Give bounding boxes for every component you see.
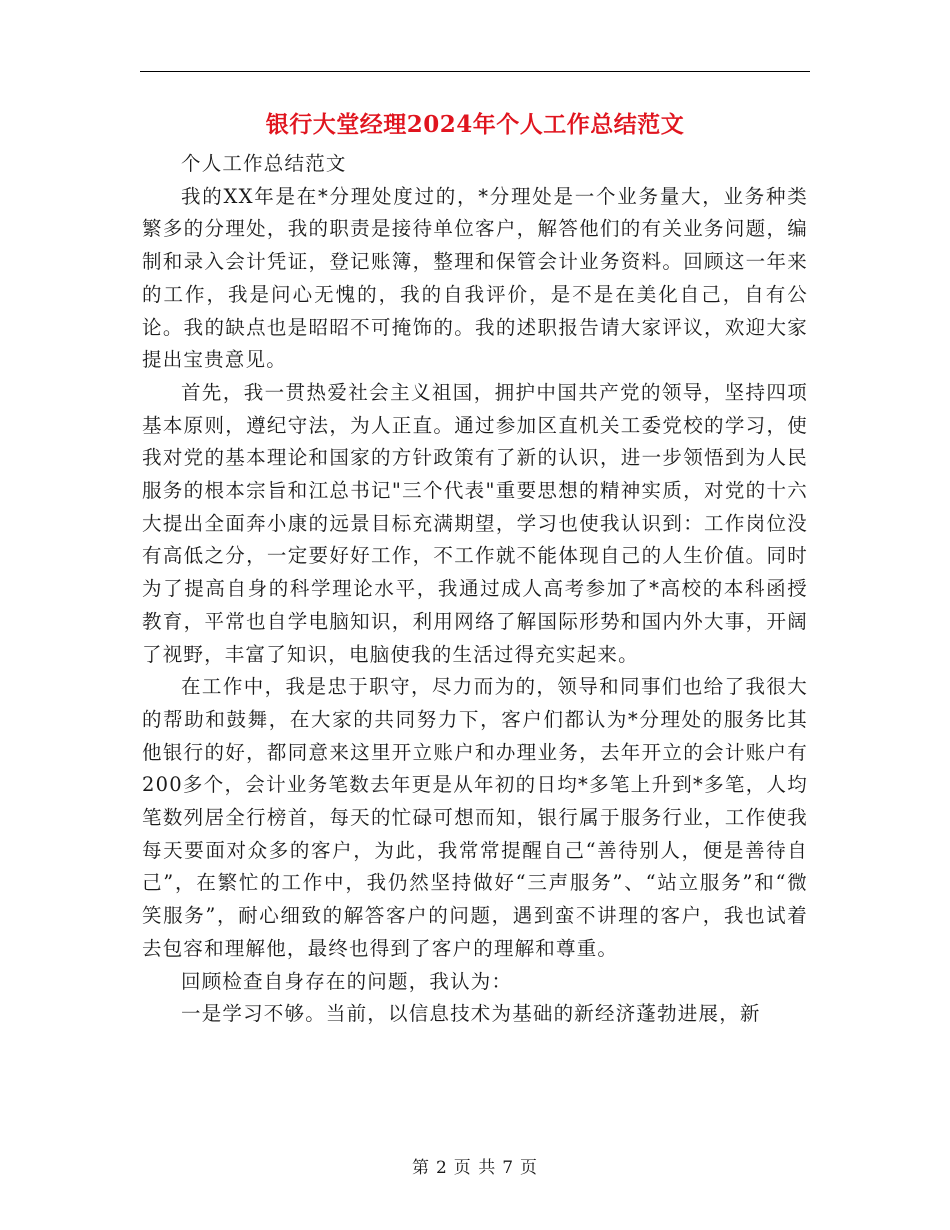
footer-page-number: 2 [435, 1158, 448, 1178]
paragraph: 回顾检查自身存在的问题，我认为： [181, 969, 513, 993]
paragraph: 一是学习不够。当前，以信息技术为基础的新经济蓬勃进展，新 [181, 1002, 761, 1026]
footer-total-pages: 7 [502, 1158, 515, 1178]
footer-middle: 页 共 [453, 1158, 497, 1178]
paragraph: 首先，我一贯热爱社会主义祖国，拥护中国共产党的领导，坚持四项基本原则，遵纪守法，为人正直。通过参加区直机关工委党校的学习，使我对党的基本理论和国家的方针政策有了新的认识，进一步领悟到为人民服务的根本宗旨和江总书记"三个代表"重要思想的精神实质，对党的十六大提出全面奔小康的远景目标充满期望，学习也使我认识到：工作岗位没有高低之分，一定要好好工作，不工作就不能体现自己的人生价值。同时为了提高自身的科学理论水平，我通过成人高考参加了*高校的本科函授教育，平常也自学电脑知识，利用网络了解国际形势和国内外大事，开阔了视野，丰富了知识，电脑使我的生活过得充实起来。 [142, 380, 808, 666]
paragraph: 我的XX年是在*分理处度过的，*分理处是一个业务量大，业务种类繁多的分理处，我的职责是接待单位客户，解答他们的有关业务问题，编制和录入会计凭证，登记账簿，整理和保管会计业务资料。回顾这一年来的工作，我是问心无愧的，我的自我评价，是不是在美化自己，自有公论。我的缺点也是昭昭不可掩饰的。我的述职报告请大家评议，欢迎大家提出宝贵意见。 [142, 184, 808, 372]
paragraph: 个人工作总结范文 [181, 152, 347, 175]
document-body [142, 148, 808, 1031]
page-footer [0, 1156, 950, 1180]
footer-prefix: 第 [411, 1158, 430, 1178]
header-rule [140, 71, 810, 72]
footer-suffix: 页 [520, 1158, 539, 1178]
document-title: 银行大堂经理2024年个人工作总结范文 [265, 111, 685, 138]
paragraph: 在工作中，我是忠于职守，尽力而为的，领导和同事们也给了我很大的帮助和鼓舞，在大家的共同努力下，客户们都认为*分理处的服务比其他银行的好，都同意来这里开立账户和办理业务，去年开立的会计账户有200多个，会计业务笔数去年更是从年初的日均*多笔上升到*多笔，人均笔数列居全行榜首，每天的忙碌可想而知，银行属于服务行业，工作使我每天要面对众多的客户，为此，我常常提醒自己“善待别人，便是善待自己”，在繁忙的工作中，我仍然坚持做好“三声服务”、“站立服务”和“微笑服务”，耐心细致的解答客户的问题，遇到蛮不讲理的客户，我也试着去包容和理解他，最终也得到了客户的理解和尊重。 [142, 675, 808, 960]
